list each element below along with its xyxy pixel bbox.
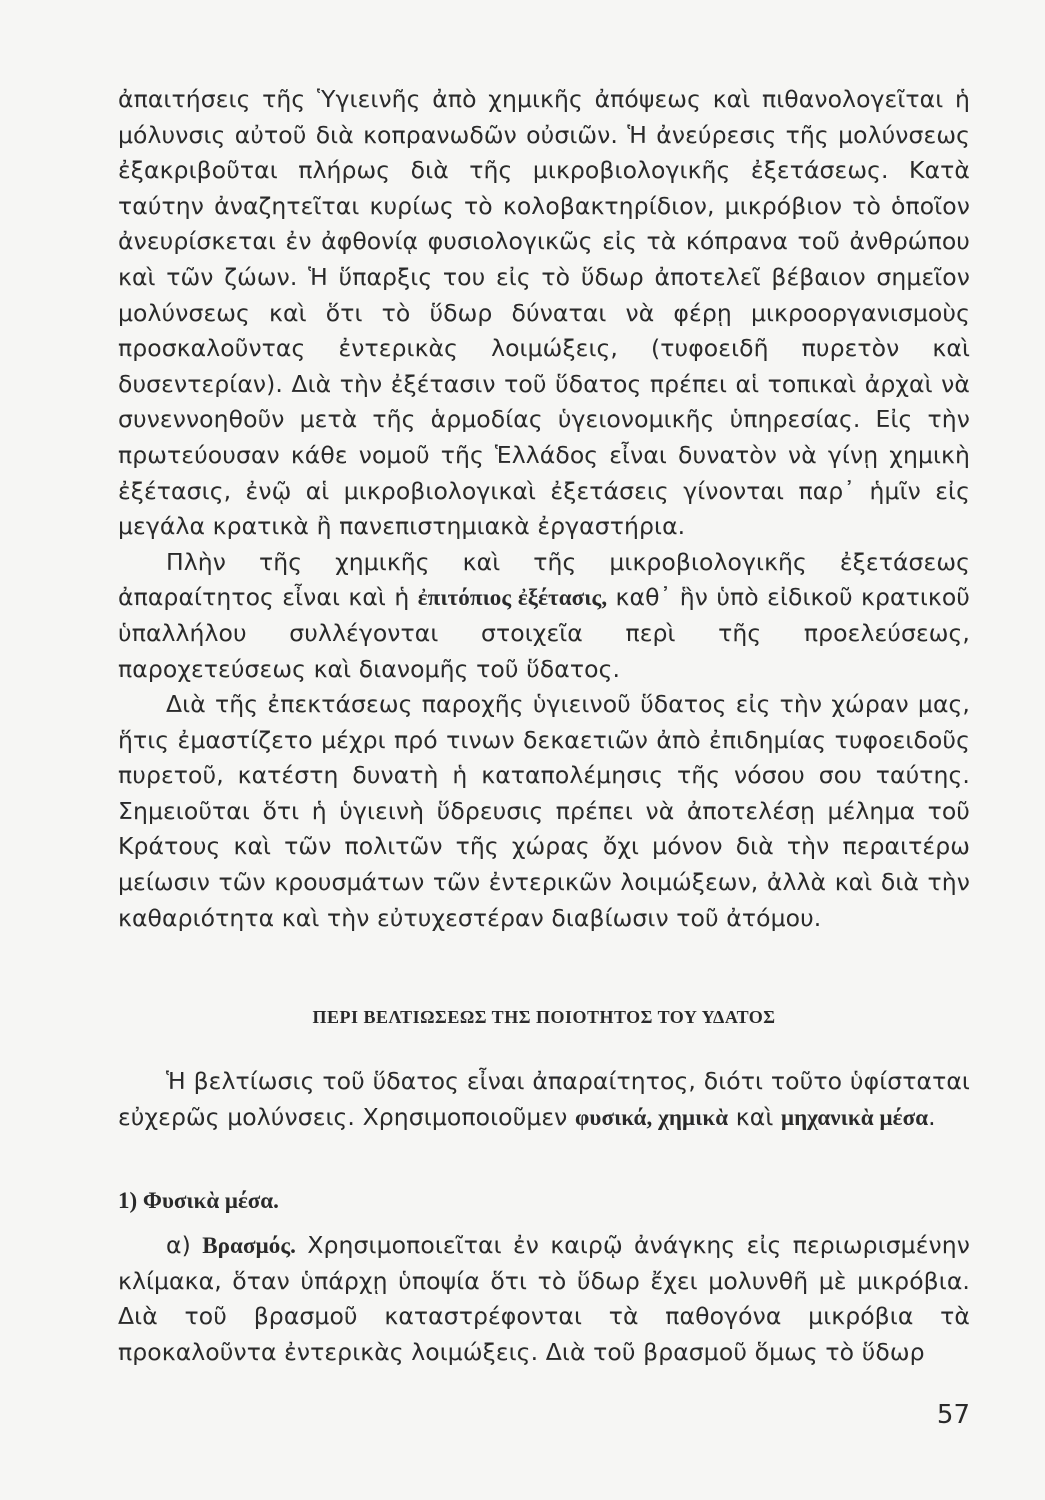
subheading-physical-means: 1) Φυσικὰ μέσα. (118, 1188, 279, 1213)
boiling-block (118, 1228, 970, 1370)
p4-bold-mechanical: μηχανικὰ μέσα (780, 1104, 929, 1130)
p5-text: Χρησιμοποιεῖται ἐν καιρῷ ἀνάγκης εἰς περιωρισμένην κλίμακα, ὅταν ὑπάρχῃ ὑποψία ὅτι τὸ ὕδωρ ἔχει μολυνθῆ μὲ μικρόβια. Διὰ τοῦ βρασμοῦ καταστρέφονται τὰ παθογόνα μικρόβια τὰ προκαλοῦντα ἐντερικὰς λοιμώξεις. Διὰ τοῦ βρασμοῦ ὅμως τὸ ὕδωρ (118, 1231, 970, 1366)
p4-bold-physical-chemical: φυσικά, χημικὰ (574, 1104, 729, 1130)
paragraph-boiling (118, 1228, 970, 1370)
section-heading: ΠΕΡΙ ΒΕΛΤΙΩΣΕΩΣ ΤΗΣ ΠΟΙΟΤΗΤΟΣ ΤΟΥ ΥΔΑΤΟΣ (312, 1007, 776, 1027)
section-intro-block (118, 1064, 970, 1135)
p2-bold-term: ἐπιτόπιος ἐξέτασις, (417, 585, 608, 611)
paragraph-improvement-intro (118, 1064, 970, 1135)
paragraph-on-site-examination (118, 545, 970, 687)
paragraph-examination-of-water: ἀπαιτήσεις τῆς Ὑγιεινῆς ἀπὸ χημικῆς ἀπόψεως καὶ πιθανολογεῖται ἡ μόλυνσις αὐτοῦ διὰ κοπρανωδῶν οὐσιῶν. Ἡ ἀνεύρεσις τῆς μολύνσεως ἐξακριβοῦται πλήρως διὰ τῆς μικροβιολογικῆς ἐξετάσεως. Κατὰ ταύτην ἀναζητεῖται κυρίως τὸ κολοβακτηρίδιον, μικρόβιον τὸ ὁποῖον ἀνευρίσκεται ἐν ἀφθονίᾳ φυσιολογικῶς εἰς τὰ κόπρανα τοῦ ἀνθρώπου καὶ τῶν ζώων. Ἡ ὕπαρξις του εἰς τὸ ὕδωρ ἀποτελεῖ βέβαιον σημεῖον μολύνσεως καὶ ὅτι τὸ ὕδωρ δύναται νὰ φέρῃ μικροοργανισμοὺς προσκαλοῦντας ἐντερικὰς λοιμώξεις, (τυφοειδῆ πυρετὸν καὶ δυσεντερίαν). Διὰ τὴν ἐξέτασιν τοῦ ὕδατος πρέπει αἱ τοπικαὶ ἀρχαὶ νὰ συνεννοηθοῦν μετὰ τῆς ἁρμοδίας ὑγειονομικῆς ὑπηρεσίας. Εἰς τὴν πρωτεύουσαν κάθε νομοῦ τῆς Ἑλλάδος εἶναι δυνατὸν νὰ γίνῃ χημικὴ ἐξέτασις, ἐνῷ αἱ μικροβιολογικαὶ ἐξετάσεις γίνονται παρ᾽ ἡμῖν εἰς μεγάλα κρατικὰ ἢ πανεπιστημιακὰ ἐργαστήρια. (118, 85, 970, 541)
p5-label: α) (166, 1231, 203, 1259)
p5-bold-boiling: Βρασμός. (202, 1233, 296, 1258)
p4-text-start: Ἡ βελτίωσις τοῦ ὕδατος εἶναι ἀπαραίτητος, διότι τοῦτο ὑφίσταται εὐχερῶς μολύνσεις. Χρησιμοποιοῦμεν (118, 1067, 970, 1131)
p4-text-mid: καὶ (728, 1102, 781, 1131)
page-number: 57 (936, 1400, 970, 1430)
p2-text-end: καθ᾽ ἣν ὑπὸ εἰδικοῦ κρατικοῦ ὑπαλλήλου συλλέγονται στοιχεῖα περὶ τῆς προελεύσεως, παροχετεύσεως καὶ διανομῆς τοῦ ὕδατος. (118, 583, 970, 683)
upper-text-block (118, 82, 970, 936)
p2-text-start: Πλὴν τῆς χημικῆς καὶ τῆς μικροβιολογικῆς ἐξετάσεως ἀπαραίτητος εἶναι καὶ ἡ (118, 547, 970, 612)
p4-text-end: . (928, 1102, 936, 1131)
paragraph-healthy-water-supply: Διὰ τῆς ἐπεκτάσεως παροχῆς ὑγιεινοῦ ὕδατος εἰς τὴν χώραν μας, ἥτις ἐμαστίζετο μέχρι πρό τινων δεκαετιῶν ἀπὸ ἐπιδημίας τυφοειδοῦς πυρετοῦ, κατέστη δυνατὴ ἡ καταπολέμησις τῆς νόσου σου ταύτης. Σημειοῦται ὅτι ἡ ὑγιεινὴ ὕδρευσις πρέπει νὰ ἀποτελέσῃ μέλημα τοῦ Κράτους καὶ τῶν πολιτῶν τῆς χώρας ὄχι μόνον διὰ τὴν περαιτέρω μείωσιν τῶν κρουσμάτων τῶν ἐντερικῶν λοιμώξεων, ἀλλὰ καὶ διὰ τὴν καθαριότητα καὶ τὴν εὐτυχεστέραν διαβίωσιν τοῦ ἀτόμου. (118, 690, 970, 932)
